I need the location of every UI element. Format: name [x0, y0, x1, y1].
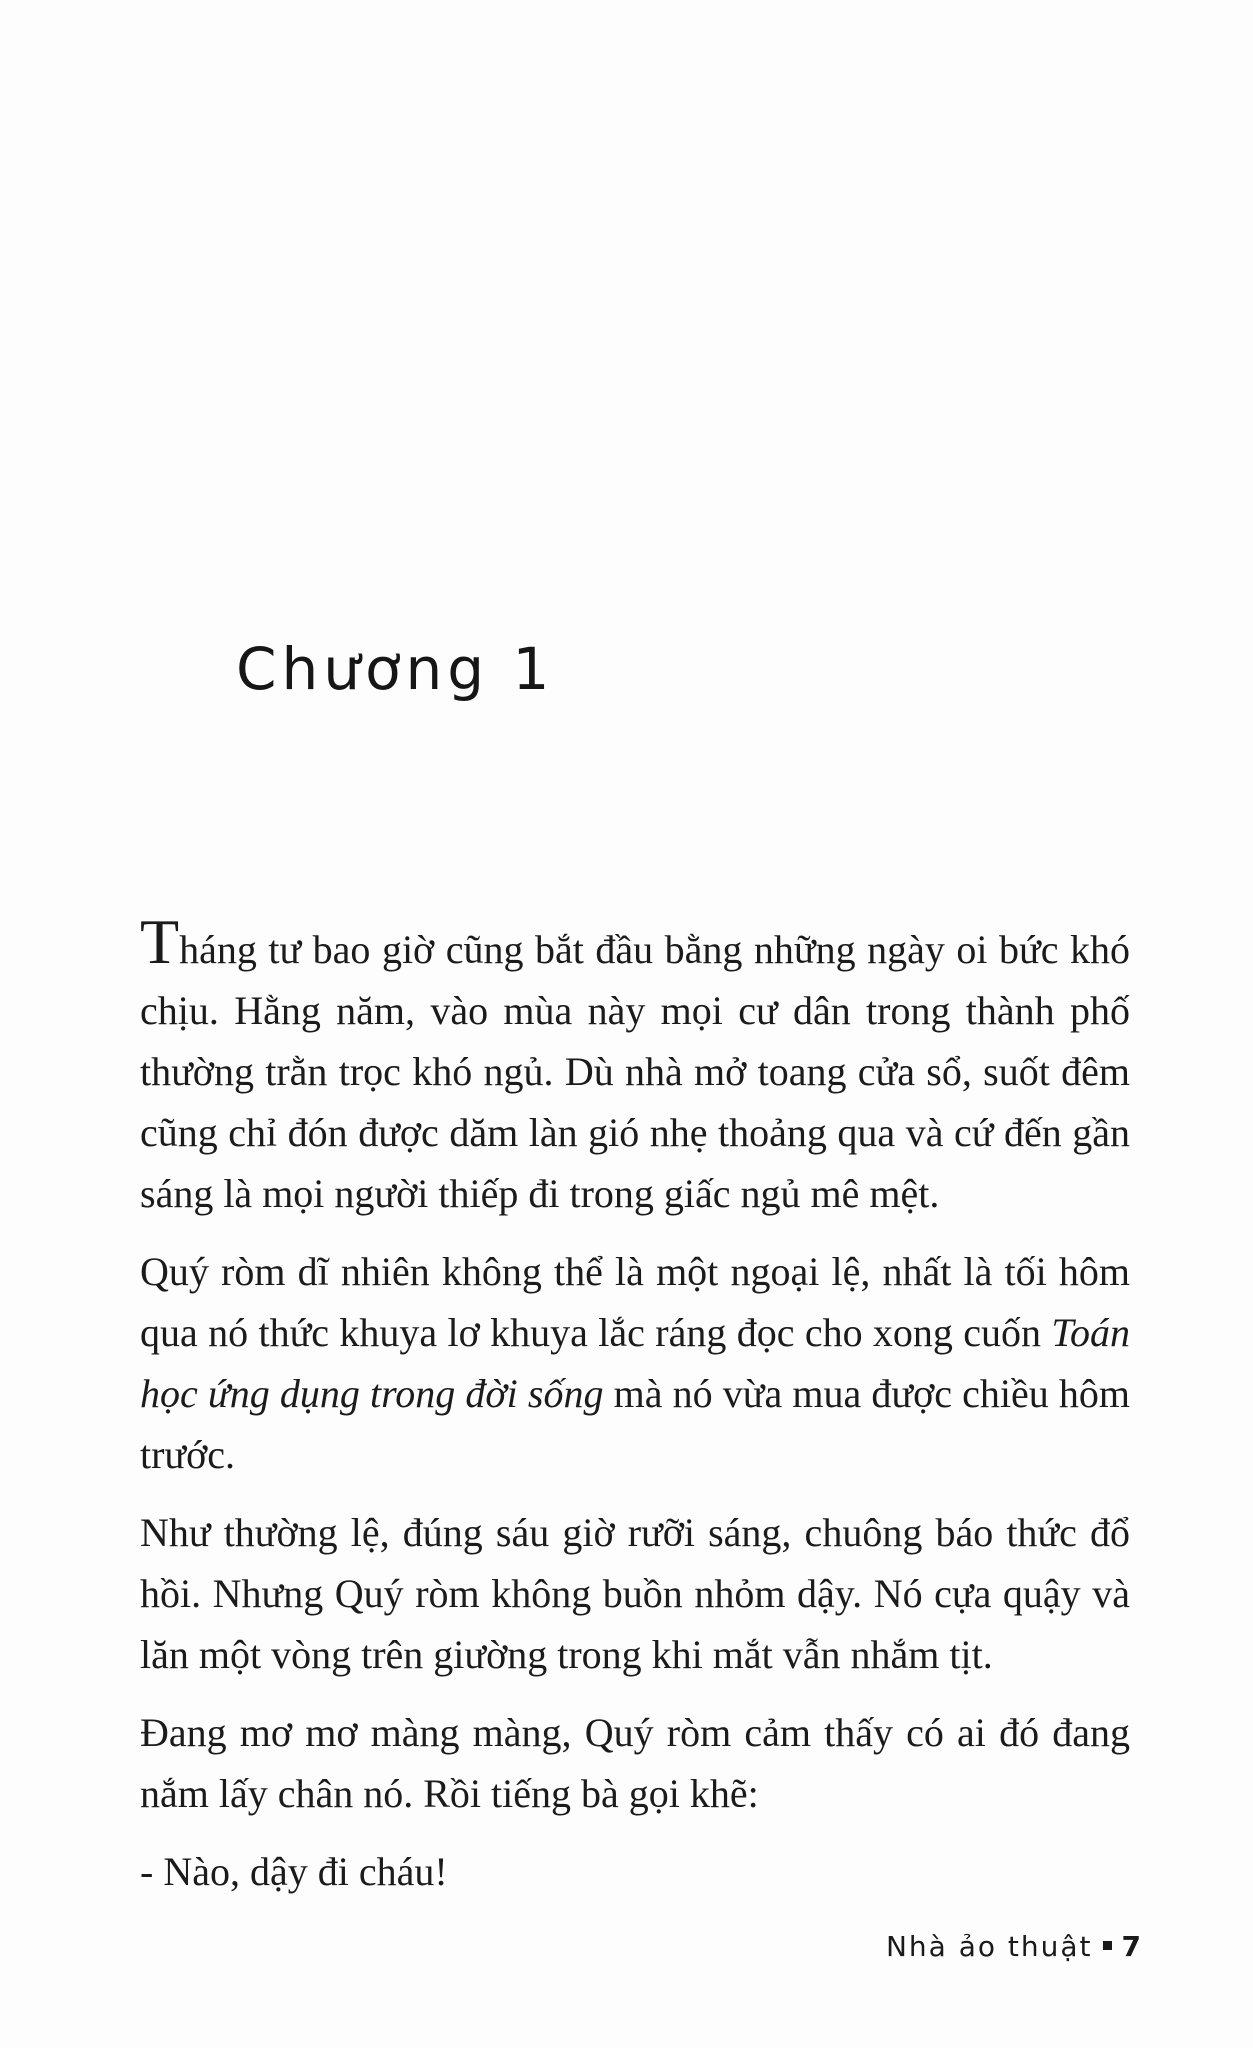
paragraph-2-text-after: mà nó vừa mua được chiều hôm trước. — [140, 1371, 1130, 1477]
paragraph-5-dialogue: - Nào, dậy đi cháu! — [140, 1849, 448, 1894]
paragraph-1-text: háng tư bao giờ cũng bắt đầu bằng những ngày oi bức khó chịu. Hằng năm, vào mùa này mọi cư dân trong thành phố thường trằn trọc khó ngủ. Dù nhà mở toang cửa sổ, suốt đêm cũng chỉ đón được dăm làn gió nhẹ thoảng qua và cứ đến gần sáng là mọi người thiếp đi trong giấc ngủ mê mệt. — [140, 927, 1130, 1216]
page-number: 7 — [1121, 1930, 1143, 1963]
paragraph-2-text-before: Quý ròm dĩ nhiên không thể là một ngoại lệ, nhất là tối hôm qua nó thức khuya lơ khuya lắc ráng đọc cho xong cuốn — [140, 1249, 1130, 1355]
paragraph-1 — [140, 906, 1130, 1224]
square-bullet-icon — [1103, 1941, 1112, 1950]
drop-cap: T — [140, 906, 180, 977]
paragraph-4: Đang mơ mơ màng màng, Quý ròm cảm thấy có ai đó đang nắm lấy chân nó. Rồi tiếng bà gọi khẽ: — [140, 1710, 1130, 1816]
footer-book-title: Nhà ảo thuật — [885, 1930, 1093, 1963]
paragraph-3: Như thường lệ, đúng sáu giờ rưỡi sáng, chuông báo thức đổ hồi. Nhưng Quý ròm không buồn nhỏm dậy. Nó cựa quậy và lăn một vòng trên giường trong khi mắt vẫn nhắm tịt. — [140, 1510, 1130, 1677]
running-footer — [886, 1930, 1143, 1963]
book-title-italic: Toán học ứng dụng trong đời sống — [140, 1310, 1130, 1416]
chapter-title: Chương 1 — [236, 635, 555, 703]
chapter-body — [140, 906, 1130, 1919]
paragraph-2 — [140, 1241, 1130, 1485]
